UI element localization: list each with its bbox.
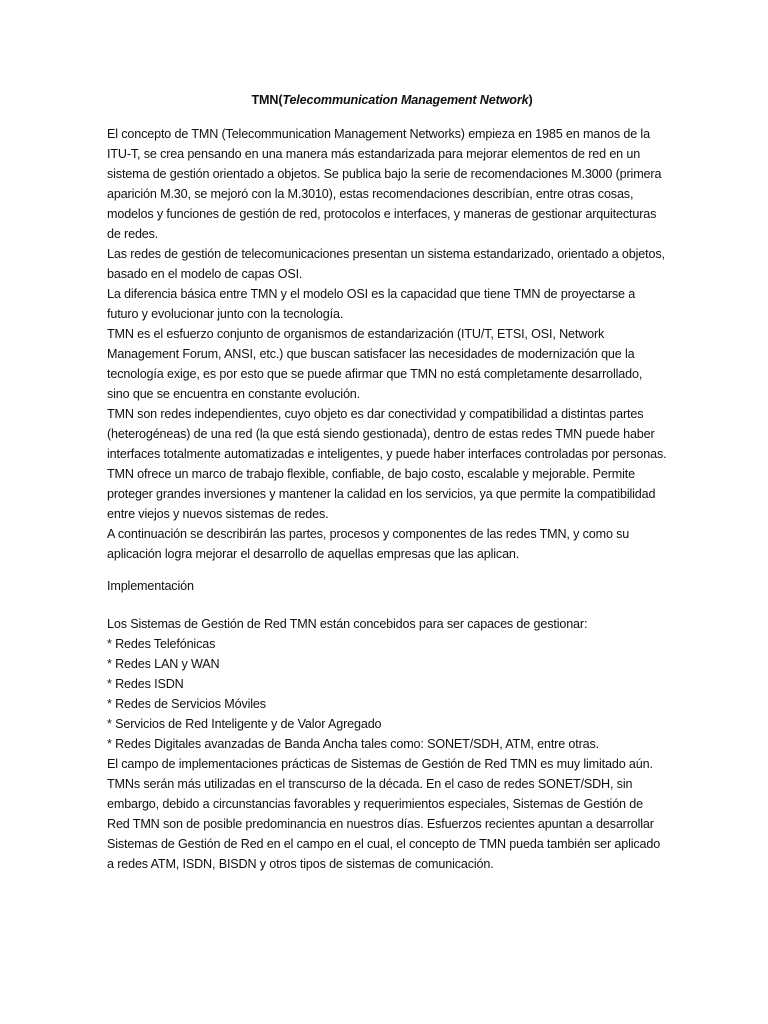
list-item: * Redes LAN y WAN: [107, 657, 220, 671]
list-item: * Servicios de Red Inteligente y de Valor Agregado: [107, 717, 382, 731]
paragraph-implementation-field: El campo de implementaciones prácticas de Sistemas de Gestión de Red TMN es muy limitado aún. TMNs serán más utilizadas en el transcurso de la década. En el caso de redes SONET/SDH, sin embargo, debido a circunstancias favorables y requerimientos especiales, Sistemas de Gestión de Red TMN son de posible predominancia en nuestros días. Esfuerzos recientes apuntan a desarrollar Sistemas de Gestión de Red en el campo en el cual, el concepto de TMN pueda también ser aplicado a redes ATM, ISDN, BISDN y otros tipos de sistemas de comunicación.: [107, 757, 661, 871]
paragraph-difference: La diferencia básica entre TMN y el modelo OSI es la capacidad que tiene TMN de proyectarse a futuro y evolucionar junto con la tecnología.: [107, 287, 636, 321]
document-body: [107, 90, 667, 874]
paragraph-standard: Las redes de gestión de telecomunicaciones presentan un sistema estandarizado, orientado a objetos, basado en el modelo de capas OSI.: [107, 247, 665, 281]
list-item: * Redes de Servicios Móviles: [107, 697, 266, 711]
paragraph-benefits: TMN ofrece un marco de trabajo flexible, confiable, de bajo costo, escalable y mejorable. Permite proteger grandes inversiones y mantener la calidad en los servicios, ya que permite la compatibilidad entre viejos y nuevos sistemas de redes.: [107, 467, 656, 521]
paragraph-continuation: A continuación se describirán las partes, procesos y componentes de las redes TMN, y como su aplicación logra mejorar el desarrollo de aquellas empresas que las aplican.: [107, 527, 630, 561]
list-item: * Redes Telefónicas: [107, 637, 216, 651]
title-suffix: ): [528, 93, 533, 107]
paragraph-effort: TMN es el esfuerzo conjunto de organismos de estandarización (ITU/T, ETSI, OSI, Network Management Forum, ANSI, etc.) que buscan satisfacer las necesidades de modernización que la tecnología exige, es por esto que se puede afirmar que TMN no está completamente desarrollado, sino que se encuentra en constante evolución.: [107, 327, 643, 401]
title-prefix: TMN(: [251, 93, 283, 107]
intro-line: Los Sistemas de Gestión de Red TMN están concebidos para ser capaces de gestionar:: [107, 617, 588, 631]
list-item: * Redes ISDN: [107, 677, 184, 691]
section-heading-implementation: Implementación: [107, 579, 194, 593]
paragraph-history: El concepto de TMN (Telecommunication Management Networks) empieza en 1985 en manos de la ITU-T, se crea pensando en una manera más estandarizada para mejorar elementos de red en un sistema de gestión orientado a objetos. Se publica bajo la serie de recomendaciones M.3000 (primera aparición M.30, se mejoró con la M.3010), estas recomendaciones describían, entre otras cosas, modelos y funciones de gestión de red, protocolos e interfaces, y maneras de gestionar arquitecturas de redes.: [107, 127, 662, 241]
document-title: [107, 90, 667, 110]
list-item: * Redes Digitales avanzadas de Banda Ancha tales como: SONET/SDH, ATM, entre otras.: [107, 737, 600, 751]
title-italic: Telecommunication Management Network: [282, 93, 529, 107]
paragraph-independent: TMN son redes independientes, cuyo objeto es dar conectividad y compatibilidad a distintas partes (heterogéneas) de una red (la que está siendo gestionada), dentro de estas redes TMN puede haber interfaces totalmente automatizadas e inteligentes, y puede haber interfaces controladas por personas.: [107, 407, 667, 461]
